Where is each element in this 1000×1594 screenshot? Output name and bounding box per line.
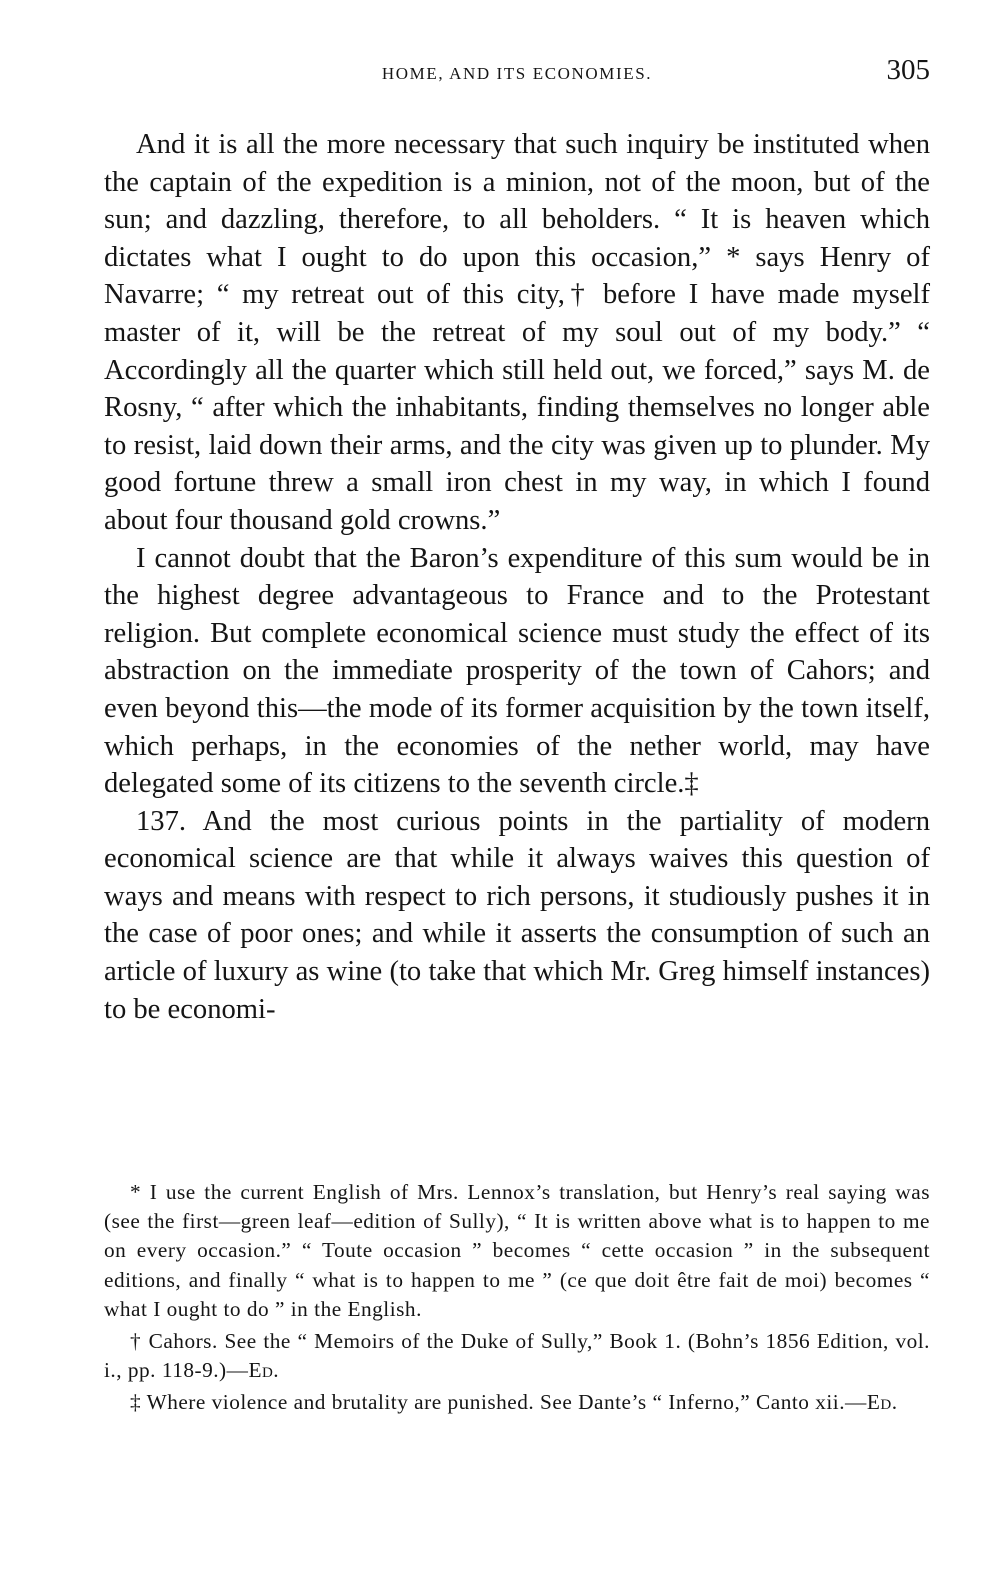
footnote-double-dagger-text: ‡ Where violence and brutality are punished. See Dante’s “ Inferno,” Canto xii.— [130, 1390, 867, 1415]
footnote-asterisk-text: * I use the current English of Mrs. Lennox’s translation, but Henry’s real saying was (see the first—green leaf—edition of Sully), “ It is written above what is to happen to me on every occasion.” “ Toute occasion ” becomes “ cette occasion ” in the subsequent editions, and finally “ what is to happen to me ” (ce que doit être fait de moi) becomes “ what I ought to do ” in the English. [104, 1180, 930, 1321]
footnote-double-dagger [104, 1388, 930, 1417]
footnote-asterisk [104, 1178, 930, 1324]
running-head-title: HOME, AND ITS ECONOMIES. [381, 64, 653, 83]
footnote-dagger-text: † Cahors. See the “ Memoirs of the Duke of Sully,” Book 1. (Bohn’s 1856 Edition, vol. i., pp. 118-9.)— [104, 1329, 930, 1383]
paragraph-2: I cannot doubt that the Baron’s expenditure of this sum would be in the highest degree advantageous to France and to the Protestant religion. But complete economical science must study the effect of its abstraction on the immediate prosperity of the town of Cahors; and even beyond this—the mode of its former acquisition by the town itself, which perhaps, in the economies of the nether world, may have delegated some of its citizens to the seventh circle.‡ [104, 542, 930, 800]
footnote-dagger-editor: Ed. [248, 1358, 280, 1383]
page-number: 305 [886, 54, 930, 86]
paragraph-3: 137. And the most curious points in the partiality of modern economical science are that while it always waives this question of ways and means with respect to rich persons, it studiously pushes it in the case of poor ones; and while it asserts the consumption of such an article of luxury as wine (to take that which Mr. Greg himself instances) to be economi- [104, 805, 930, 1025]
footnote-double-dagger-editor: Ed. [866, 1390, 898, 1415]
body-text [104, 126, 930, 1028]
running-head [104, 54, 930, 90]
paragraph-1: And it is all the more necessary that such inquiry be instituted when the captain of the expedition is a minion, not of the moon, but of the sun; and dazzling, therefore, to all beholders. “ It is heaven which dictates what I ought to do upon this occasion,” * says Henry of Navarre; “ my retreat out of this city,† before I have made myself master of it, will be the retreat of my soul out of my body.” “ Accordingly all the quarter which still held out, we forced,” says M. de Rosny, “ after which the inhabitants, finding themselves no longer able to resist, laid down their arms, and the city was given up to plunder. My good fortune threw a small iron chest in my way, in which I found about four thousand gold crowns.” [104, 129, 930, 536]
footnote-dagger [104, 1327, 930, 1385]
footnotes [104, 1178, 930, 1418]
